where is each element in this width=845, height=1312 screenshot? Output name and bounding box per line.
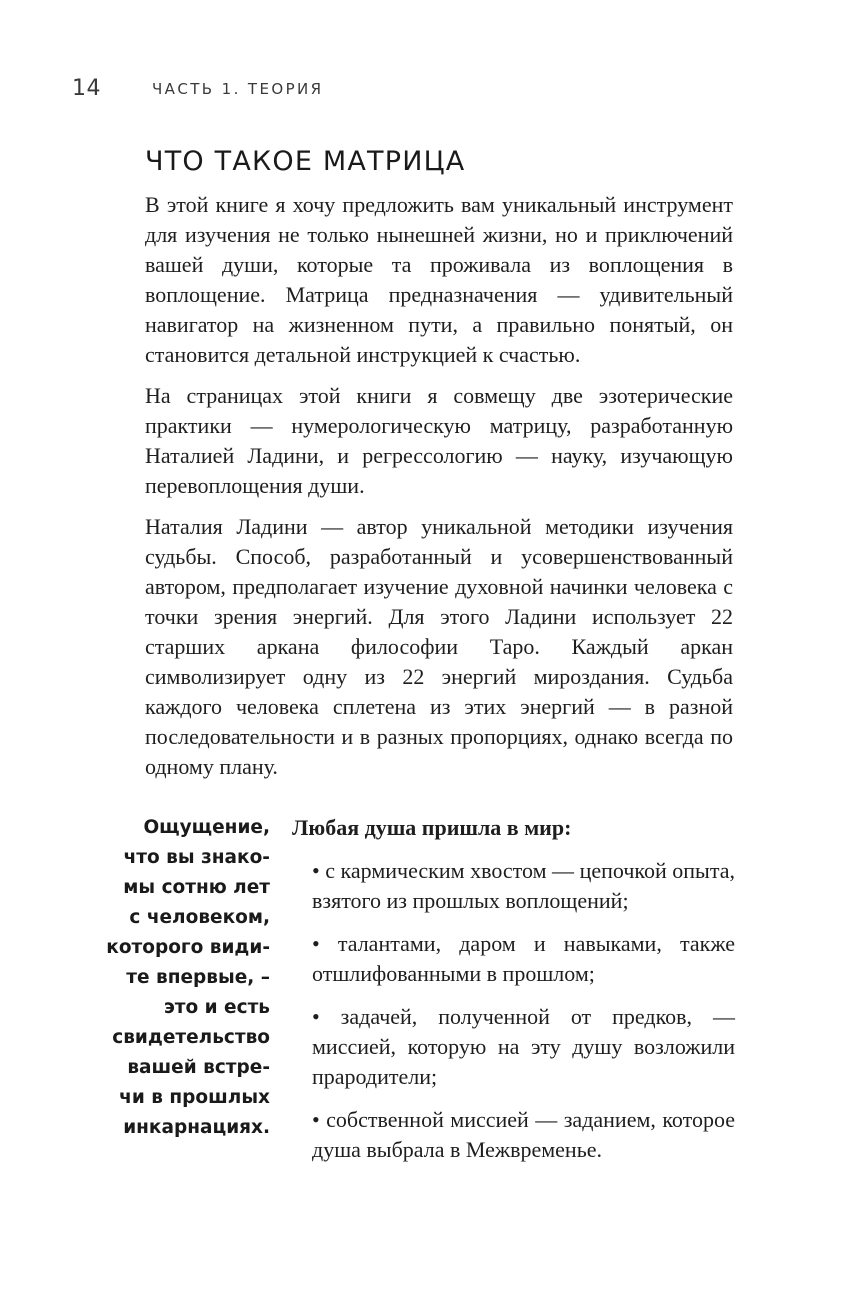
margin-note-line: что вы знако- [123,847,270,868]
paragraph-intro: В этой книге я хочу предложить вам уникальный инструмент для изучения не только нынешней жизни, но и приключений вашей души, которые та проживала из воплощения в воплощение. Матрица предназначения — удивительный навигатор на жизненном пути, а правильно понятый, он становится детальной инструкцией к счастью. [145,192,733,367]
paragraph-ladini: Наталия Ладини — автор уникальной методики изучения судьбы. Способ, разработанный и усовершенствованный автором, предполагает изучение духовной начинки человека с точки зрения энергий. Для этого Ладини использует 22 старших аркана философии Таро. Каждый аркан символизирует одну из 22 энергий мироздания. Судьба каждого человека сплетена из этих энергий — в разной последовательности и в разных пропорциях, однако всегда по одному плану. [145,514,733,779]
list-item: • собственной миссией — заданием, которое душа выбрала в Межвременье. [312,1107,735,1162]
margin-note-line: те впервые, – [126,967,270,988]
paragraph-practices: На страницах этой книги я совмещу две эзотерические практики — нумерологическую матрицу, разработанную Наталией Ладини, и регрессологию — науку, изучающую перевоплощения души. [145,383,733,498]
margin-note-line: свидетельство [112,1027,270,1048]
soul-list [292,813,735,1178]
list-title: Любая душа пришла в мир: [292,815,572,840]
margin-note-line: которого види- [106,937,270,958]
list-item: • с кармическим хвостом — цепочкой опыта, взятого из прошлых воплощений; [312,858,735,913]
margin-note-line: это и есть [163,997,270,1018]
margin-note-line: с человеком, [129,907,270,928]
list-item: • задачей, полученной от предков, — миссией, которую на эту душу возложили прародители; [312,1004,735,1089]
margin-note [60,813,270,1143]
margin-note-line: Ощущение, [143,817,270,838]
margin-note-line: вашей встре- [127,1057,270,1078]
chapter-heading: ЧТО ТАКОЕ МАТРИЦА [145,146,466,177]
page-number: 14 [72,76,101,101]
section-title: ЧАСТЬ 1. ТЕОРИЯ [152,80,324,98]
list-item: • талантами, даром и навыками, также отшлифованными в прошлом; [312,931,735,986]
margin-note-line: инкарнациях. [123,1117,270,1138]
margin-note-line: мы сотню лет [123,877,270,898]
margin-note-line: чи в прошлых [119,1087,270,1108]
